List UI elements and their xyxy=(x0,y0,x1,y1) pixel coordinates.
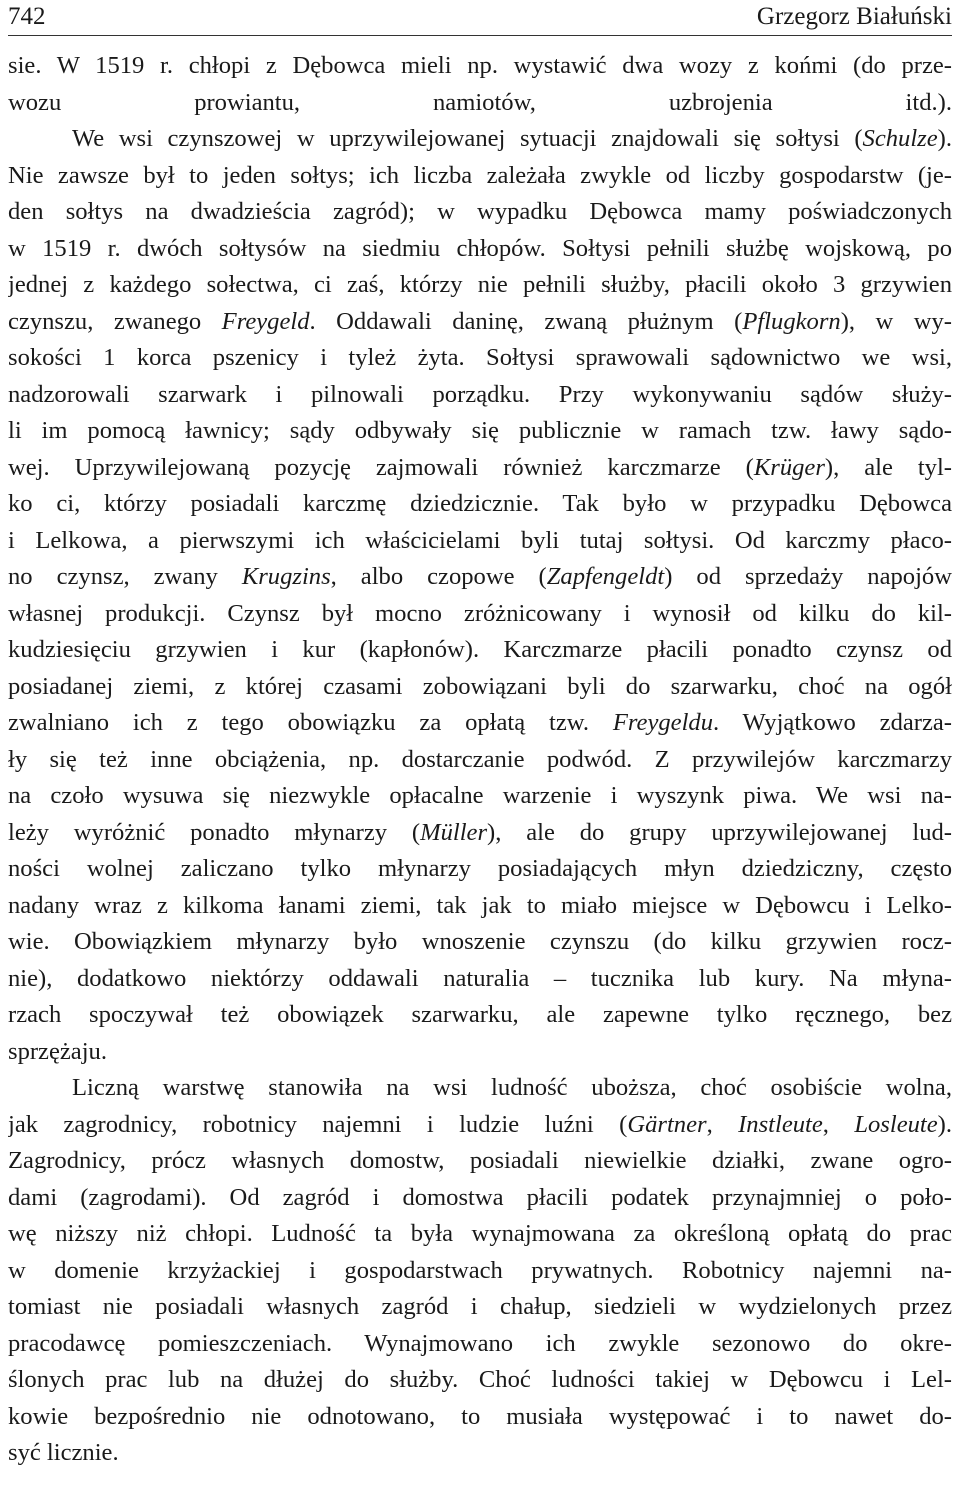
text-line: w 1519 r. dwóch sołtysów na siedmiu chłopów. Sołtysi pełnili służbę wojskową, po xyxy=(8,234,952,262)
text-line: wozu prowiantu, namiotów, uzbrojenia itd.). xyxy=(8,88,952,116)
text-line: nadany wraz z kilkoma łanami ziemi, tak jak to miało miejsce w Dębowcu i Lelko- xyxy=(8,891,952,919)
text-line: i Lelkowa, a pierwszymi ich właścicielami byli tutaj sołtysi. Od karczmy płaco- xyxy=(8,526,952,554)
text-line: syć licznie. xyxy=(8,1439,119,1466)
text-line: dami (zagrodami). Od zagród i domostwa płacili podatek przynajmniej o poło- xyxy=(8,1183,952,1211)
text-line: w domenie krzyżackiej i gospodarstwach prywatnych. Robotnicy najemni na- xyxy=(8,1256,952,1284)
paragraph-2 xyxy=(8,1070,952,1472)
header-rule xyxy=(8,35,952,36)
text-line: rzach spoczywał też obowiązek szarwarku, ale zapewne tylko ręcznego, bez xyxy=(8,1001,952,1028)
text-line: zwalniano ich z tego obowiązku za opłatą tzw. Freygeldu. Wyjątkowo zdarza- xyxy=(8,709,952,736)
text-line: wej. Uprzywilejowaną pozycję zajmowali również karczmarze (Krüger), ale tyl- xyxy=(8,453,952,481)
text-line: wie. Obowiązkiem młynarzy było wnoszenie czynszu (do kilku grzywien rocz- xyxy=(8,928,952,955)
text-line: wę niższy niż chłopi. Ludność ta była wynajmowana za określoną opłatą do prac xyxy=(8,1220,952,1247)
text-line: nadzorowali szarwark i pilnowali porządku. Przy wykonywaniu sądów służy- xyxy=(8,380,952,408)
text-line: leży wyróżnić ponadto młynarzy (Müller), ale do grupy uprzywilejowanej lud- xyxy=(8,818,952,846)
page-number: 742 xyxy=(8,3,46,30)
text-line: den sołtys na dwadzieścia zagród); w wypadku Dębowca mamy poświadczonych xyxy=(8,198,952,225)
text-line: Zagrodnicy, prócz własnych domostw, posiadali niewielkie działki, zwane ogro- xyxy=(8,1147,952,1174)
text-line: jak zagrodnicy, robotnicy najemni i ludzie luźni (Gärtner, Instleute, Losleute). xyxy=(8,1110,952,1138)
text-line: sie. W 1519 r. chłopi z Dębowca mieli np. wystawić dwa wozy z końmi (do prze- xyxy=(8,52,952,79)
body-text xyxy=(8,48,952,1472)
text-line: sokości 1 korca pszenicy i tyleż żyta. Sołtysi sprawowali sądownictwo we wsi, xyxy=(8,344,952,371)
text-line: no czynsz, zwany Krugzins, albo czopowe (Zapfengeldt) od sprzedaży napojów xyxy=(8,563,952,590)
document-page xyxy=(8,0,952,1501)
text-line: własnej produkcji. Czynsz był mocno zróżnicowany i wynosił od kilku do kil- xyxy=(8,599,952,627)
text-line: tomiast nie posiadali własnych zagród i chałup, siedzieli w wydzielonych przez xyxy=(8,1293,952,1320)
text-line: ślonych prac lub na dłużej do służby. Choć ludności takiej w Dębowcu i Lel- xyxy=(8,1366,952,1393)
text-line: Nie zawsze był to jeden sołtys; ich liczba zależała zwykle od liczby gospodarstw (je- xyxy=(8,161,952,189)
page-header xyxy=(8,2,952,32)
text-line: sprzężaju. xyxy=(8,1037,107,1065)
text-line: na czoło wysuwa się niezwykle opłacalne warzenie i wyszynk piwa. We wsi na- xyxy=(8,782,952,809)
text-line: kowie bezpośrednio nie odnotowano, to musiała występować i to nawet do- xyxy=(8,1402,952,1430)
text-line: ły się też inne obciążenia, np. dostarczanie podwód. Z przywilejów karczmarzy xyxy=(8,745,952,773)
text-line: czynszu, zwanego Freygeld. Oddawali daninę, zwaną płużnym (Pflugkorn), w wy- xyxy=(8,307,952,335)
text-line: posiadanej ziemi, z której czasami zobowiązani byli do szarwarku, choć na ogół xyxy=(8,672,952,700)
text-line: kudziesięciu grzywien i kur (kapłonów). Karczmarze płacili ponadto czynsz od xyxy=(8,636,952,663)
text-line: pracodawcę pomieszczeniach. Wynajmowano ich zwykle sezonowo do okre- xyxy=(8,1329,952,1357)
text-line: ko ci, którzy posiadali karczmę dziedzicznie. Tak było w przypadku Dębowca xyxy=(8,490,952,517)
text-line: ności wolnej zaliczano tylko młynarzy posiadających młyn dziedziczny, często xyxy=(8,855,952,882)
paragraph-1 xyxy=(8,48,952,1070)
text-line: jednej z każdego sołectwa, ci zaś, którzy nie pełnili służby, płacili około 3 grzywien xyxy=(8,271,952,298)
text-line: Liczną warstwę stanowiła na wsi ludność uboższa, choć osobiście wolna, xyxy=(72,1074,952,1101)
text-line: nie), dodatkowo niektórzy oddawali naturalia – tucznika lub kury. Na młyna- xyxy=(8,964,952,992)
text-line: li im pomocą ławnicy; sądy odbywały się publicznie w ramach tzw. ławy sądo- xyxy=(8,417,952,444)
text-line: We wsi czynszowej w uprzywilejowanej sytuacji znajdowali się sołtysi (Schulze). xyxy=(72,125,952,152)
running-head-author: Grzegorz Białuński xyxy=(756,3,952,30)
